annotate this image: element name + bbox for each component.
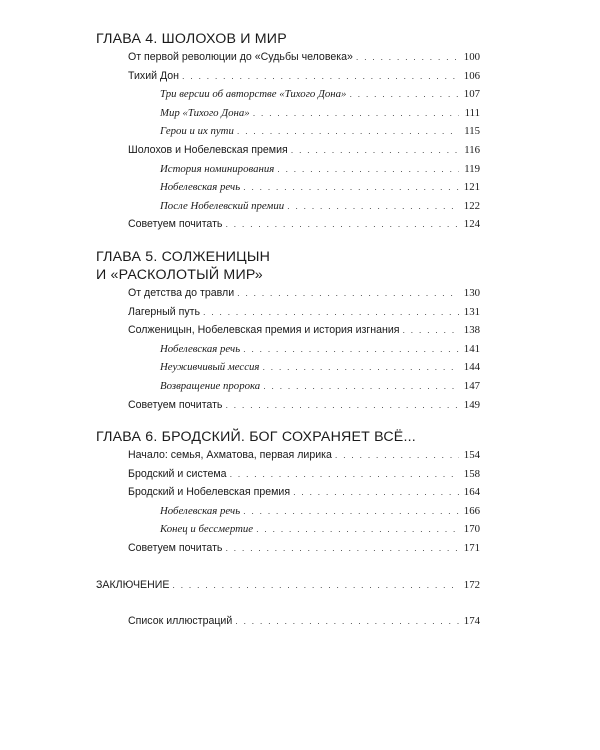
dot-leader bbox=[172, 576, 459, 595]
entry-page-number: 149 bbox=[463, 398, 480, 411]
entry-page-number: 147 bbox=[463, 379, 480, 392]
entry-title: Бродский и Нобелевская премия bbox=[128, 486, 291, 499]
entry-page-number: 144 bbox=[463, 361, 480, 374]
entry-title: Тихий Дон bbox=[128, 69, 180, 82]
toc-entry[interactable] bbox=[96, 340, 480, 359]
dot-leader bbox=[293, 483, 459, 502]
toc-entry[interactable] bbox=[96, 284, 480, 303]
toc-entry[interactable] bbox=[96, 358, 480, 377]
dot-leader bbox=[243, 340, 459, 359]
toc-entry[interactable] bbox=[96, 160, 480, 179]
entry-page-number: 158 bbox=[463, 467, 480, 480]
entry-title: От первой революции до «Судьбы человека» bbox=[128, 51, 353, 63]
table-of-contents bbox=[96, 30, 480, 631]
chapter-4-title bbox=[96, 30, 480, 48]
toc-entry[interactable] bbox=[96, 483, 480, 502]
toc-entry[interactable] bbox=[96, 122, 480, 141]
entry-title: Три версии об авторстве «Тихого Дона» bbox=[160, 88, 347, 101]
entry-page-number: 107 bbox=[463, 88, 480, 101]
entry-page-number: 115 bbox=[464, 125, 480, 138]
entry-title: Советуем почитать bbox=[128, 218, 223, 231]
entry-title: Нобелевская речь bbox=[160, 342, 241, 355]
dot-leader bbox=[243, 502, 459, 521]
entry-title: От детства до травли bbox=[128, 286, 235, 299]
entry-title: Конец и бессмертие bbox=[160, 523, 254, 536]
dot-leader bbox=[243, 178, 459, 197]
dot-leader bbox=[230, 465, 459, 484]
conclusion-entry[interactable] bbox=[96, 576, 480, 595]
entry-page-number: 124 bbox=[463, 218, 480, 231]
dot-leader bbox=[225, 396, 459, 415]
toc-entry[interactable] bbox=[96, 215, 480, 234]
toc-entry[interactable] bbox=[96, 321, 480, 340]
entry-title: Нобелевская речь bbox=[160, 181, 241, 194]
entry-title: Шолохов и Нобелевская премия bbox=[128, 143, 288, 156]
chapter-5-section bbox=[96, 248, 480, 414]
toc-entry[interactable] bbox=[96, 85, 480, 104]
dot-leader bbox=[235, 612, 459, 631]
entry-title: Советуем почитать bbox=[128, 398, 223, 411]
entry-page-number: 141 bbox=[463, 342, 480, 355]
toc-entry[interactable] bbox=[96, 197, 480, 216]
dot-leader bbox=[225, 215, 459, 234]
illustrations-entry[interactable] bbox=[96, 612, 480, 631]
conclusion-page-number: 172 bbox=[463, 578, 480, 591]
dot-leader bbox=[277, 160, 459, 179]
entry-title: История номинирования bbox=[160, 162, 275, 175]
illustrations-title: Список иллюстраций bbox=[128, 615, 233, 628]
toc-entry[interactable] bbox=[96, 178, 480, 197]
entry-page-number: 138 bbox=[463, 324, 480, 337]
dot-leader bbox=[237, 122, 459, 141]
entry-title: Солженицын, Нобелевская премия и история изгнания bbox=[128, 324, 400, 337]
entry-page-number: 166 bbox=[463, 504, 480, 517]
chapter-6-title bbox=[96, 428, 480, 446]
chapter-6-section bbox=[96, 428, 480, 558]
entry-page-number: 121 bbox=[463, 181, 480, 194]
entry-title: Советуем почитать bbox=[128, 542, 223, 555]
conclusion-title: ЗАКЛЮЧЕНИЕ bbox=[96, 578, 170, 591]
dot-leader bbox=[203, 303, 459, 322]
toc-entry[interactable] bbox=[96, 141, 480, 160]
chapter-title-line: ГЛАВА 6. БРОДСКИЙ. БОГ СОХРАНЯЕТ ВСЁ... bbox=[96, 429, 416, 446]
entry-page-number: 130 bbox=[463, 286, 480, 299]
toc-entry[interactable] bbox=[96, 48, 480, 67]
chapter-5-title bbox=[96, 248, 480, 284]
illustrations-page-number: 174 bbox=[463, 615, 480, 628]
entry-page-number: 131 bbox=[463, 305, 480, 318]
entry-title: Возвращение пророка bbox=[160, 379, 261, 392]
toc-entry[interactable] bbox=[96, 520, 480, 539]
toc-entry[interactable] bbox=[96, 465, 480, 484]
dot-leader bbox=[262, 358, 459, 377]
chapter-title-line: ГЛАВА 4. ШОЛОХОВ И МИР bbox=[96, 31, 287, 47]
toc-entry[interactable] bbox=[96, 539, 480, 558]
entry-page-number: 164 bbox=[463, 486, 480, 499]
dot-leader bbox=[287, 197, 459, 216]
dot-leader bbox=[335, 446, 459, 465]
entry-title: Лагерный путь bbox=[128, 305, 200, 318]
dot-leader bbox=[349, 85, 459, 104]
toc-entry[interactable] bbox=[96, 377, 480, 396]
dot-leader bbox=[237, 284, 459, 303]
chapter-5-entries bbox=[96, 284, 480, 414]
chapter-title-line: ГЛАВА 5. СОЛЖЕНИЦЫН bbox=[96, 248, 271, 265]
entry-page-number: 171 bbox=[463, 542, 480, 555]
entry-title: Начало: семья, Ахматова, первая лирика bbox=[128, 449, 332, 462]
dot-leader bbox=[291, 141, 459, 160]
entry-title: Мир «Тихого Дона» bbox=[160, 106, 250, 119]
toc-entry[interactable] bbox=[96, 396, 480, 415]
entry-page-number: 122 bbox=[463, 199, 480, 212]
dot-leader bbox=[263, 377, 459, 396]
entry-page-number: 170 bbox=[463, 523, 480, 536]
toc-entry[interactable] bbox=[96, 67, 480, 86]
entry-page-number: 119 bbox=[464, 162, 480, 175]
toc-entry[interactable] bbox=[96, 303, 480, 322]
entry-title: Бродский и система bbox=[128, 467, 227, 480]
entry-page-number: 106 bbox=[463, 69, 480, 82]
entry-title: Неуживчивый мессия bbox=[160, 361, 260, 374]
entry-page-number: 154 bbox=[463, 449, 480, 462]
dot-leader bbox=[225, 539, 459, 558]
chapter-title-line: И «РАСКОЛОТЫЙ МИР» bbox=[96, 266, 263, 283]
chapter-4-section bbox=[96, 30, 480, 234]
entry-page-number: 111 bbox=[464, 106, 480, 119]
dot-leader bbox=[256, 520, 459, 539]
chapter-6-entries bbox=[96, 446, 480, 558]
dot-leader bbox=[253, 104, 459, 123]
toc-entry[interactable] bbox=[96, 446, 480, 465]
dot-leader bbox=[356, 48, 459, 67]
entry-title: После Нобелевский премии bbox=[160, 199, 285, 212]
entry-title: Нобелевская речь bbox=[160, 504, 241, 517]
entry-page-number: 100 bbox=[463, 51, 480, 63]
dot-leader bbox=[182, 67, 459, 86]
entry-title: Герои и их пути bbox=[160, 125, 234, 138]
dot-leader bbox=[402, 321, 459, 340]
chapter-4-entries bbox=[96, 48, 480, 234]
toc-entry[interactable] bbox=[96, 104, 480, 123]
toc-entry[interactable] bbox=[96, 502, 480, 521]
entry-page-number: 116 bbox=[464, 143, 480, 156]
